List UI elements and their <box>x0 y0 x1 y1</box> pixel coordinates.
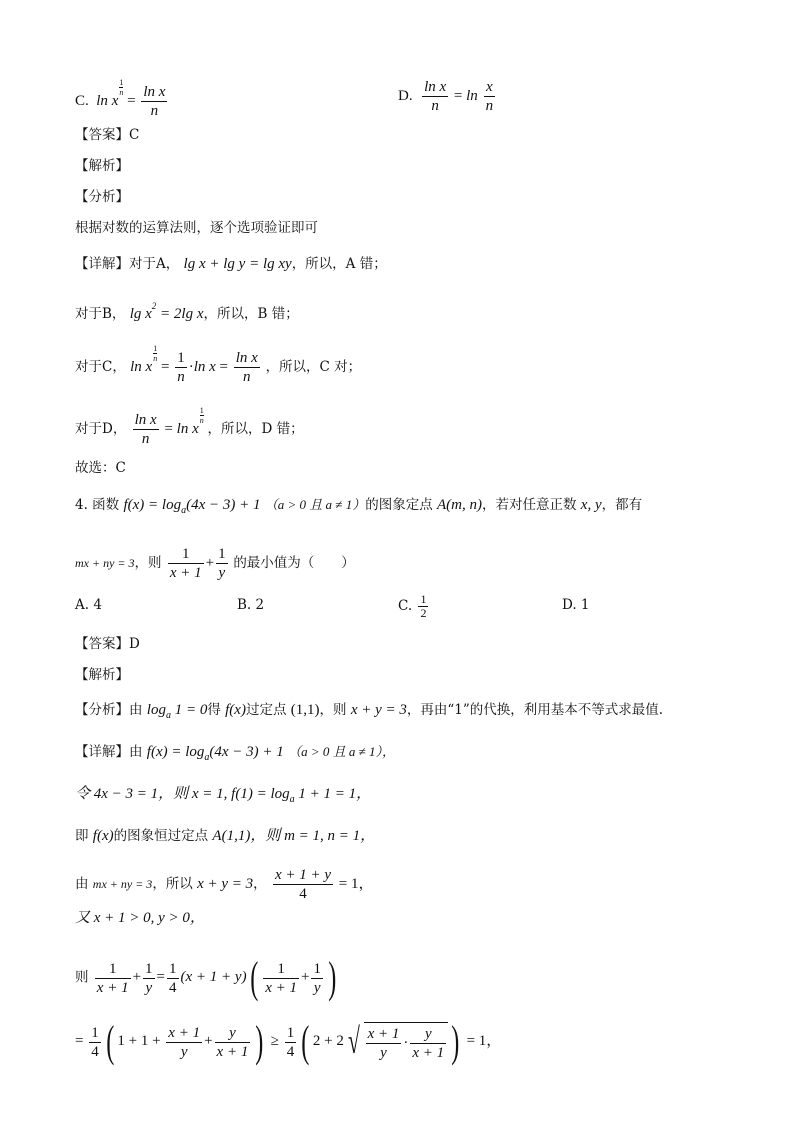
option-c-label: C. <box>75 93 89 109</box>
q4-stem-line2: mx + ny = 3，则 $\frac{1}{x + 1}$ + $\frac{1}{y}$ 的最小值为（ ） <box>75 546 355 581</box>
q3-fenxi-heading: 【分析】 <box>75 189 129 205</box>
option-c: C. ln x $\frac{1}{n}$ = $\frac{\text{ln x}}{n}$ <box>75 78 166 120</box>
q3-detail-b-formula: $\lg x^2 = 2\lg$ x <box>129 301 204 322</box>
option-c-fraction: $\frac{\text{ln x}}{n}$ <box>143 84 166 120</box>
option-d-fraction-left: $\frac{\text{ln x}}{n}$ <box>424 79 447 114</box>
q4-detail-2: 令 4x − 3 = 1，则 x = 1, $f(1) = \log_a 1 + 1 = 1$， <box>75 786 372 805</box>
q3-detail-c-formula: ln x $\frac{1}{n}$ = $\frac{1}{n}$ ·ln x = $\frac{\text{ln x}}{n}$ <box>130 344 258 386</box>
q4-detail-1: 【详解】由 $f(x) = \log_a(4x - 3) + 1$ （a > 0 且 a ≠ 1）， <box>75 744 396 763</box>
q4-answer: 【答案】D <box>75 636 140 652</box>
q4-detail-3: 即 f(x)的图象恒过定点 A(1,1)，则 m = 1, n = 1， <box>75 828 376 844</box>
q3-detail-a: 【详解】对于A， lg x + lg y = lg xy，所以，A 错； <box>75 256 387 272</box>
q3-answer: 【答案】C <box>75 127 140 143</box>
q3-detail-d-formula: $\frac{\text{ln x}}{n}$ = ln x $\frac{1}{n}$ <box>134 406 204 448</box>
q3-detail-d: 对于D， $\frac{\text{ln x}}{n}$ = ln x $\frac{1}{n}$ ，所以，D 错； <box>75 406 304 448</box>
q3-analysis-heading: 【解析】 <box>75 158 129 174</box>
option-d: D. $\frac{\text{ln x}}{n}$ = ln $\frac{x}{n}$ <box>398 79 494 114</box>
option-c-exponent: $\frac{1}{n}$ <box>119 78 124 97</box>
q4-fenxi: 【分析】由 $\log_a 1 = 0$得 f(x)过定点 (1,1)，则 x + y = 3，再由“1”的代换，利用基本不等式求最值. <box>75 702 664 721</box>
q3-fenxi-text: 根据对数的运算法则，逐个选项验证即可 <box>75 220 318 236</box>
option-c-ln: ln <box>96 93 108 109</box>
q3-detail-a-formula: lg x + lg y = lg xy <box>183 256 292 272</box>
q4-stem-line1: 4. 函数 $f(x) = \log_a(4x - 3) + 1$ （a > 0 且 a ≠ 1）的图象定点 A(m, n)，若对任意正数 x, y，都有 <box>75 497 643 516</box>
q4-detail-5: 又 x + 1 > 0, y > 0， <box>75 910 205 926</box>
q3-detail-c: 对于C， ln x $\frac{1}{n}$ = $\frac{1}{n}$ ·ln x = $\frac{\text{ln x}}{n}$ ，所以，C 对； <box>75 344 362 386</box>
q4-option-b: B. 2 <box>237 597 265 613</box>
q4-option-c: C. $\frac{1}{2}$ <box>398 592 427 620</box>
q4-detail-6: 则 $\frac{1}{x + 1}$ + $\frac{1}{y}$ = $\frac{1}{4}$ (x + 1 + y)( $\frac{1}{x + 1}$ + $\frac{1}{y}$ ) <box>75 953 337 1002</box>
q4-option-a: A. 4 <box>75 597 102 613</box>
q4-option-d: D. 1 <box>562 597 590 613</box>
q3-conclusion: 故选：C <box>75 460 126 476</box>
q3-detail-b: 对于B， $\lg x^2 = 2\lg$ x，所以，B 错； <box>75 301 299 322</box>
q4-analysis-heading: 【解析】 <box>75 667 129 683</box>
q4-detail-4: 由 mx + ny = 3，所以 x + y = 3， $\frac{x + 1 + y}{4}$ = 1， <box>75 867 374 902</box>
option-d-fraction-right: $\frac{x}{n}$ <box>485 79 494 114</box>
option-d-label: D. <box>398 87 413 104</box>
q4-detail-7: = $\frac{1}{4}$ ( 1 + 1 + $\frac{x + 1}{y}$ + $\frac{y}{x + 1}$ ) ≥ $\frac{1}{4}$ ( 2 + 2 √ $\frac{x + 1}{y}$ · $\frac{y}{x + 1}$ ) = 1， <box>75 1017 502 1066</box>
